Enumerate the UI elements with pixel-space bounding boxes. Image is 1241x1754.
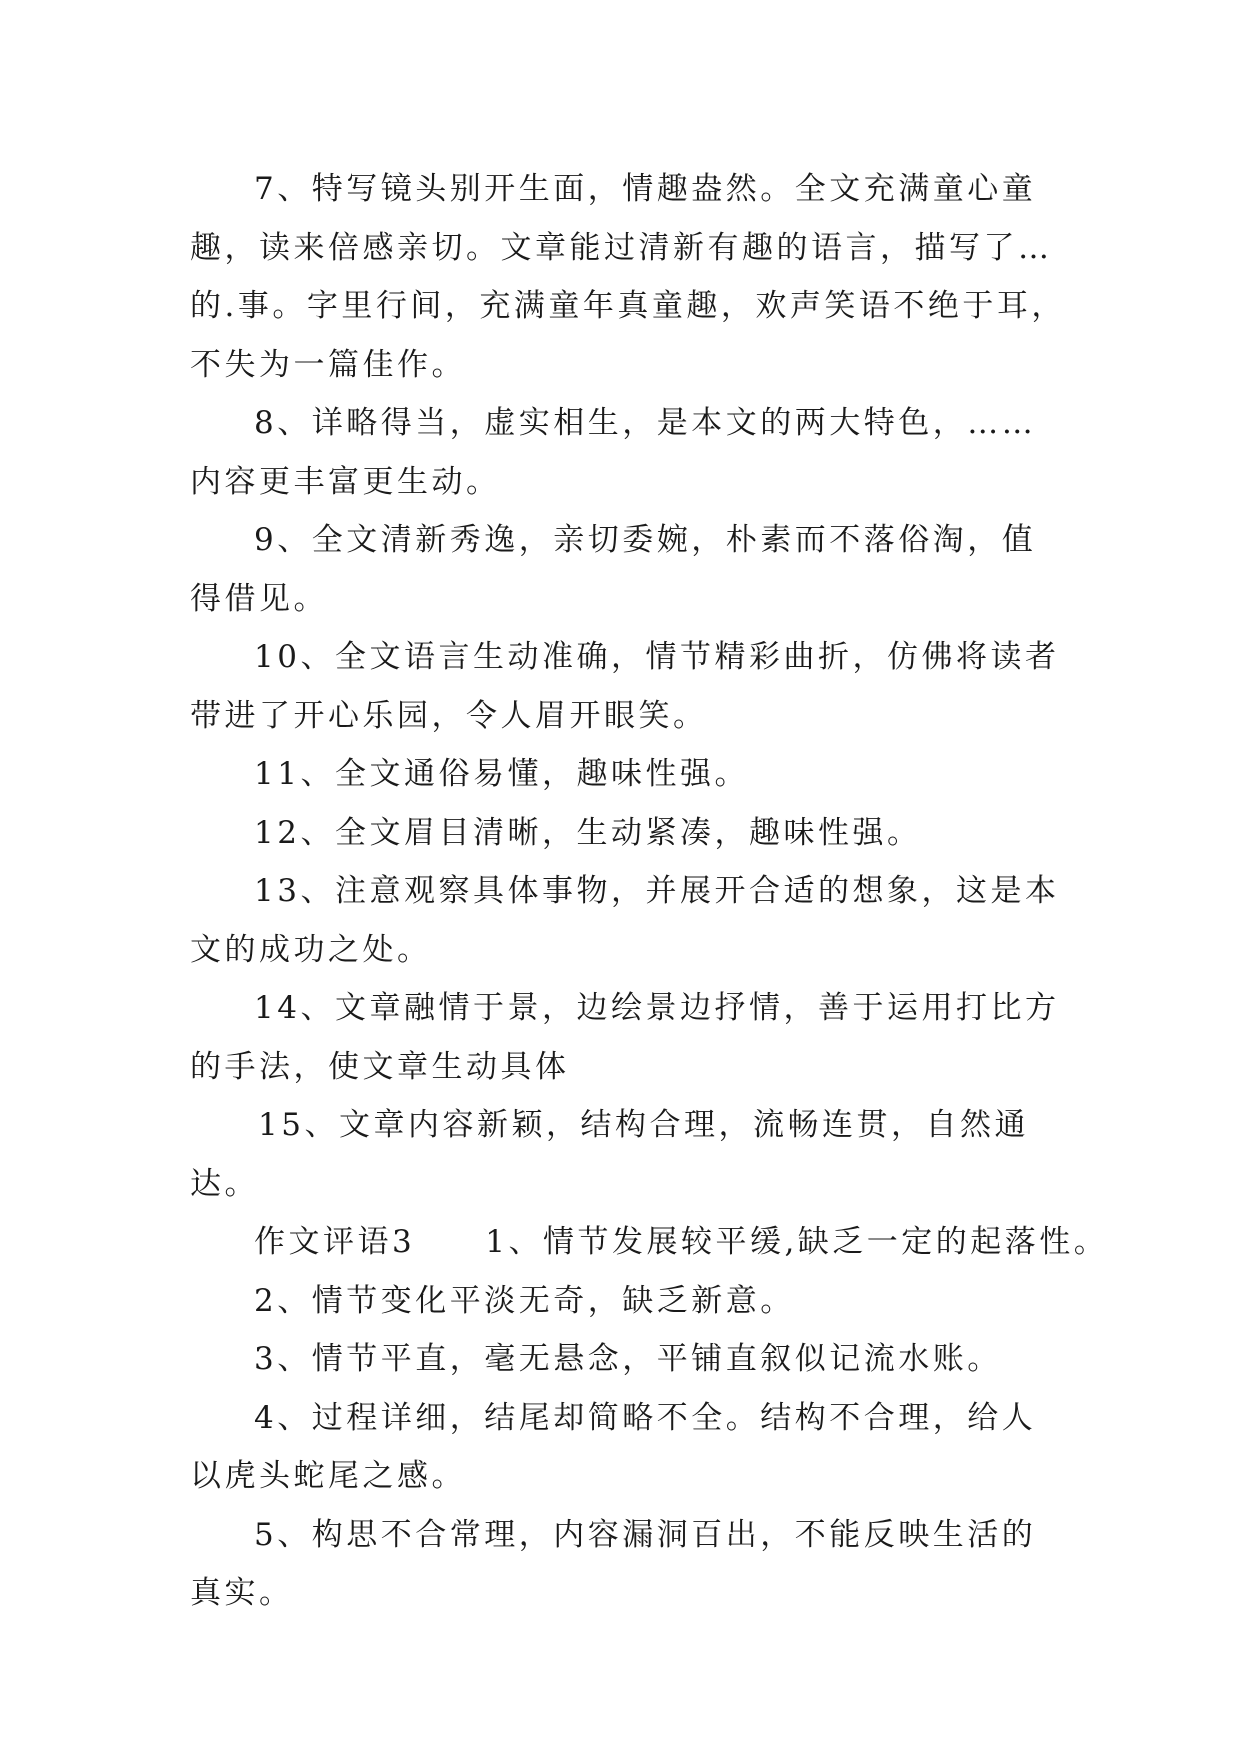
comment-paragraph-14: 14、文章融情于景，边绘景边抒情，善于运用打比方的手法，使文章生动具体 xyxy=(190,990,1060,1085)
section-first-item: 1、情节发展较平缓,缺乏一定的起落性。 xyxy=(485,1224,1109,1260)
comment-paragraph-10: 10、全文语言生动准确，情节精彩曲折，仿佛将读者带进了开心乐园，令人眉开眼笑。 xyxy=(190,639,1060,734)
comment-paragraph-13: 13、注意观察具体事物，并展开合适的想象，这是本文的成功之处。 xyxy=(190,873,1060,968)
comment-paragraph-7: 7、特写镜头别开生面，情趣盎然。全文充满童心童趣，读来倍感亲切。文章能过清新有趣的语言，描写了…的.事。字里行间，充满童年真童趣，欢声笑语不绝于耳，不失为一篇佳作。 xyxy=(190,171,1066,383)
comment-paragraph-9: 9、全文清新秀逸，亲切委婉，朴素而不落俗淘，值得借见。 xyxy=(190,522,1037,617)
comment-paragraph-15: 15、文章内容新颖，结构合理，流畅连贯，自然通达。 xyxy=(190,1107,1029,1202)
critique-item-4: 4、过程详细，结尾却简略不全。结构不合理，给人以虎头蛇尾之感。 xyxy=(190,1399,1037,1494)
comment-paragraph-12: 12、全文眉目清晰，生动紧凑，趣味性强。 xyxy=(254,814,922,851)
section-heading: 作文评语3 xyxy=(254,1224,416,1260)
critique-item-5: 5、构思不合常理，内容漏洞百出，不能反映生活的真实。 xyxy=(190,1516,1037,1611)
comment-paragraph-8: 8、详略得当，虚实相生，是本文的两大特色，……内容更丰富更生动。 xyxy=(190,405,1037,500)
critique-item-3: 3、情节平直，毫无悬念，平铺直叙似记流水账。 xyxy=(254,1341,1002,1377)
critique-item-2: 2、情节变化平淡无奇，缺乏新意。 xyxy=(254,1282,795,1319)
document-body xyxy=(190,160,1109,1623)
comment-paragraph-11: 11、全文通俗易懂，趣味性强。 xyxy=(254,756,749,792)
section-heading-line xyxy=(190,1213,1109,1272)
